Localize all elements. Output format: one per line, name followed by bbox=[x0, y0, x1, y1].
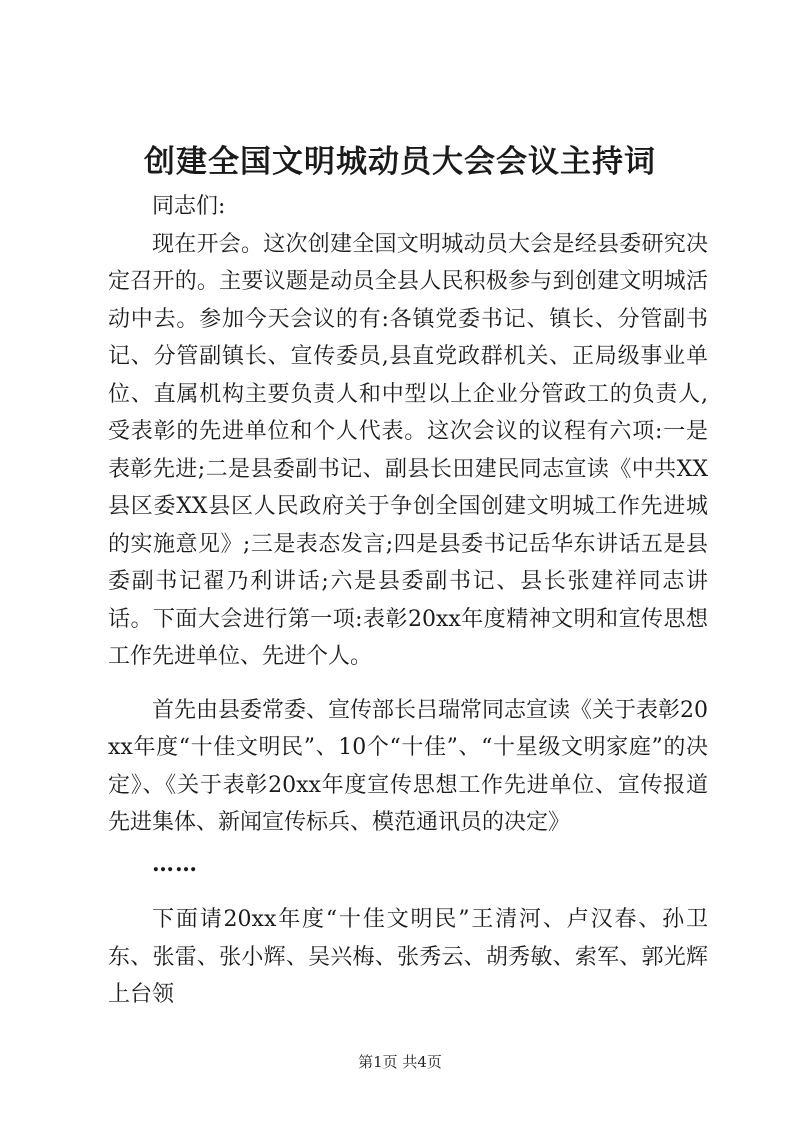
document-title: 创建全国文明城动员大会会议主持词 bbox=[144, 144, 656, 180]
ellipsis-marker: …… bbox=[152, 850, 198, 877]
salutation-paragraph: 同志们: bbox=[152, 194, 226, 219]
page-number-footer: 第1页 共4页 bbox=[358, 1053, 442, 1071]
award-paragraph: 下面请20xx年度“十佳文明民”王清河、卢汉春、孙卫东、张雷、张小辉、吴兴梅、张秀云、胡秀敏、索军、郭光辉上台领 bbox=[108, 907, 708, 1007]
commendation-paragraph: 首先由县委常委、宣传部长吕瑞常同志宣读《关于表彰20xx年度“十佳文明民”、10个“十佳”、“十星级文明家庭”的决定》、《关于表彰20xx年度宣传思想工作先进单位、宣传报道先进集体、新闻宣传标兵、模范通讯员的决定》 bbox=[108, 697, 708, 835]
agenda-paragraph: 现在开会。这次创建全国文明城动员大会是经县委研究决定召开的。主要议题是动员全县人民积极参与到创建文明城活动中去。参加今天会议的有:各镇党委书记、镇长、分管副书记、分管副镇长、宣传委员,县直党政群机关、正局级事业单位、直属机构主要负责人和中型以上企业分管政工的负责人,受表彰的先进单位和个人代表。这次会议的议程有六项:一是表彰先进;二是县委副书记、副县长田建民同志宣读《中共XX县区委XX县区人民政府关于争创全国创建文明城工作先进城的实施意见》;三是表态发言;四是县委书记岳华东讲话五是县委副书记翟乃利讲话;六是县委副书记、县长张建祥同志讲话。下面大会进行第一项:表彰20xx年度精神文明和宣传思想工作先进单位、先进个人。 bbox=[108, 231, 708, 669]
document-body bbox=[108, 188, 708, 1014]
